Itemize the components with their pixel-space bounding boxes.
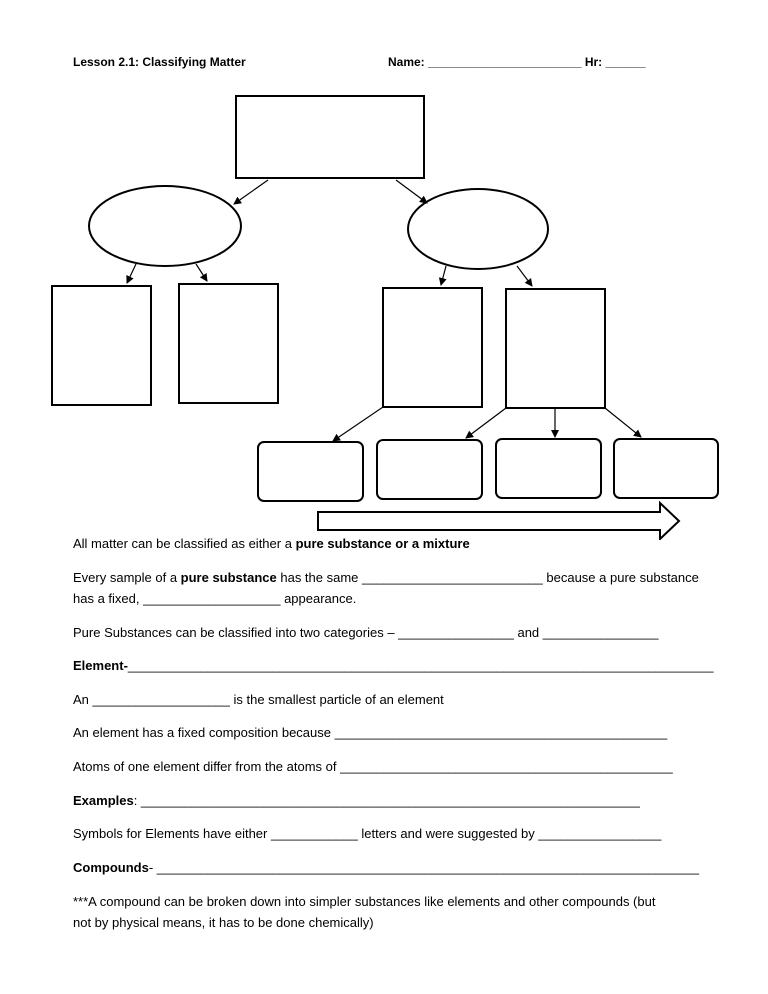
- element-box[interactable]: [52, 286, 151, 405]
- heterogeneous-box[interactable]: [506, 289, 605, 408]
- para-fixed-composition: An element has a fixed composition because ______________________________________________: [73, 725, 668, 740]
- suspension-box[interactable]: [496, 439, 601, 498]
- arrow-pure-to-compound: [196, 264, 207, 281]
- homogeneous-box[interactable]: [383, 288, 482, 407]
- para-element-definition: Element-_________________________________________________________________________________: [73, 658, 714, 673]
- para-compounds: Compounds- ___________________________________________________________________________: [73, 860, 700, 875]
- arrow-heterogeneous-to-mechanical: [605, 408, 641, 437]
- para-matter-classification: All matter can be classified as either a pure substance or a mixture: [73, 536, 470, 551]
- mechanical-mixture-box[interactable]: [614, 439, 718, 498]
- arrow-mixture-to-heterogeneous: [517, 266, 532, 286]
- arrow-matter-to-pure: [234, 180, 268, 204]
- solution-box[interactable]: [258, 442, 363, 501]
- matter-box[interactable]: [236, 96, 424, 178]
- arrow-matter-to-mixture: [396, 180, 427, 203]
- mixture-ellipse[interactable]: [408, 189, 548, 269]
- para-symbols: Symbols for Elements have either ____________ letters and were suggested by _________________: [73, 826, 662, 841]
- arrow-homogeneous-to-solution: [333, 407, 383, 441]
- arrow-heterogeneous-to-colloid: [466, 408, 506, 438]
- para-atom: An ___________________ is the smallest particle of an element: [73, 692, 444, 707]
- colloid-box[interactable]: [377, 440, 482, 499]
- para-compound-note-1: ***A compound can be broken down into simpler substances like elements and other compounds (but: [73, 894, 656, 909]
- para-pure-categories: Pure Substances can be classified into two categories – ________________ and ________________: [73, 625, 659, 640]
- para-compound-note-2: not by physical means, it has to be done chemically): [73, 915, 374, 930]
- para-examples: Examples: _____________________________________________________________________: [73, 793, 640, 808]
- arrow-pure-to-element: [127, 264, 136, 283]
- para-pure-substance-2: has a fixed, ___________________ appearance.: [73, 591, 357, 606]
- compound-box[interactable]: [179, 284, 278, 403]
- arrow-mixture-to-homogeneous: [441, 266, 446, 285]
- para-pure-substance-1: Every sample of a pure substance has the same _________________________ because a pure substance: [73, 570, 699, 585]
- para-atoms-differ: Atoms of one element differ from the atoms of ______________________________________________: [73, 759, 673, 774]
- name-hour-field[interactable]: Name: _______________________ Hr: ______: [388, 55, 646, 69]
- lesson-title: Lesson 2.1: Classifying Matter: [73, 55, 246, 69]
- pure-substance-ellipse[interactable]: [89, 186, 241, 266]
